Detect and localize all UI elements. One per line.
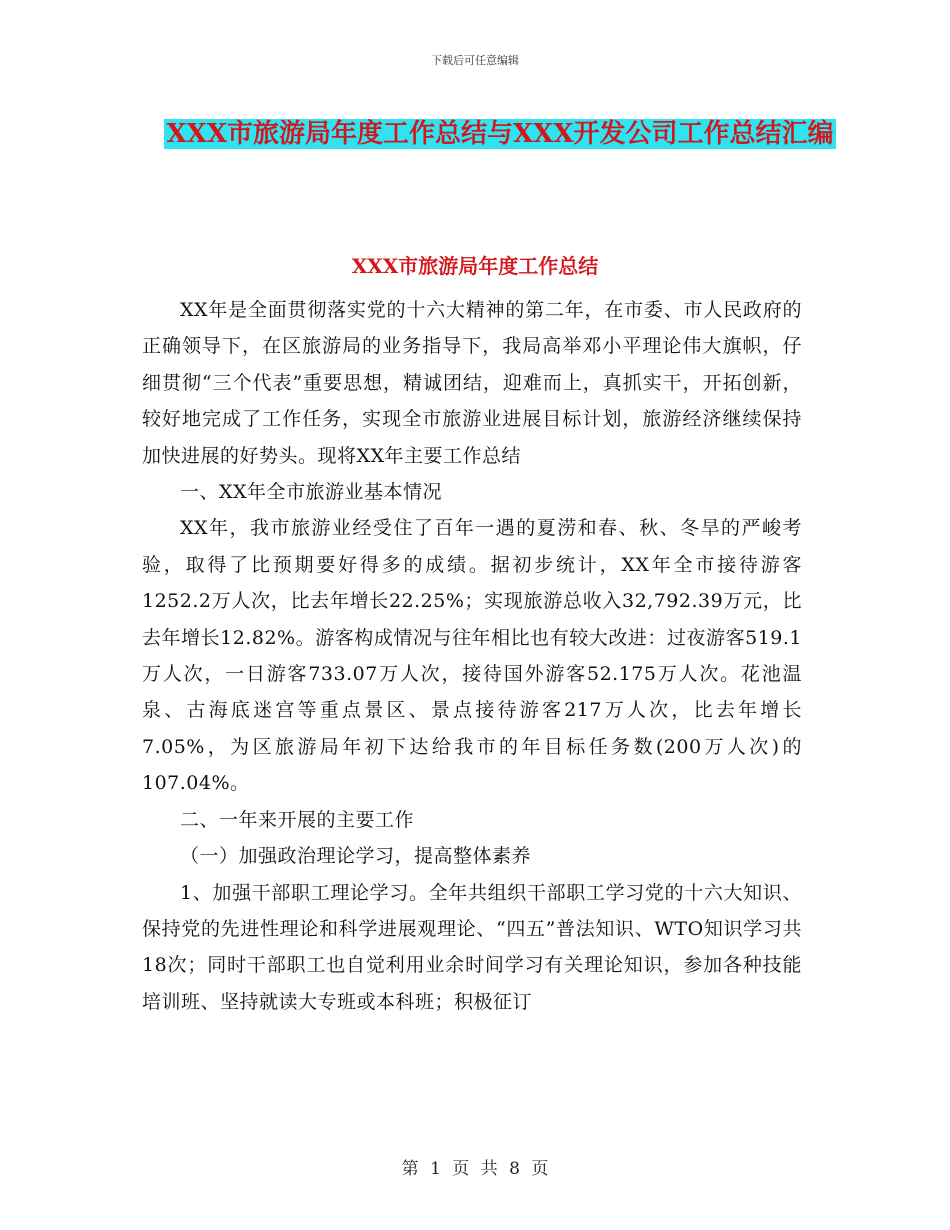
- heading-subsection-1: （一）加强政治理论学习，提高整体素养: [180, 845, 532, 868]
- section-title: XXX市旅游局年度工作总结: [351, 254, 599, 278]
- heading-section-1: 一、XX年全市旅游业基本情况: [180, 481, 443, 504]
- document-body: [142, 292, 802, 1020]
- paragraph-intro: XX年是全面贯彻落实党的十六大精神的第二年，在市委、市人民政府的正确领导下，在区旅游局的业务指导下，我局高举邓小平理论伟大旗帜，仔细贯彻“三个代表”重要思想，精诚团结，迎难而上，真抓实干，开拓创新，较好地完成了工作任务，实现全市旅游业进展目标计划，旅游经济继续保持加快进展的好势头。现将XX年主要工作总结: [142, 299, 802, 467]
- page-number: 第 1 页 共 8 页: [401, 1159, 549, 1179]
- document-title-text: XXX市旅游局年度工作总结与XXX开发公司工作总结汇编: [166, 119, 834, 149]
- heading-section-2: 二、一年来开展的主要工作: [180, 808, 415, 831]
- paragraph-subsection-1: 1、加强干部职工理论学习。全年共组织干部职工学习党的十六大知识、保持党的先进性理论和科学进展观理论、“四五”普法知识、WTO知识学习共18次；同时干部职工也自觉利用业余时间学习有关理论知识，参加各种技能培训班、坚持就读大专班或本科班；积极征订: [142, 881, 802, 1013]
- header-note: 下载后可任意编辑: [431, 54, 519, 67]
- paragraph-section-1: XX年，我市旅游业经受住了百年一遇的夏涝和春、秋、冬旱的严峻考验，取得了比预期要好得多的成绩。据初步统计，XX年全市接待游客1252.2万人次，比去年增长22.25%；实现旅游总收入32,792.39万元，比去年增长12.82%。游客构成情况与往年相比也有较大改进：过夜游客519.1万人次，一日游客733.07万人次，接待国外游客52.175万人次。花池温泉、古海底迷宫等重点景区、景点接待游客217万人次，比去年增长7.05%，为区旅游局年初下达给我市的年目标任务数(200万人次)的107.04%。: [142, 517, 802, 795]
- document-title: [140, 114, 860, 154]
